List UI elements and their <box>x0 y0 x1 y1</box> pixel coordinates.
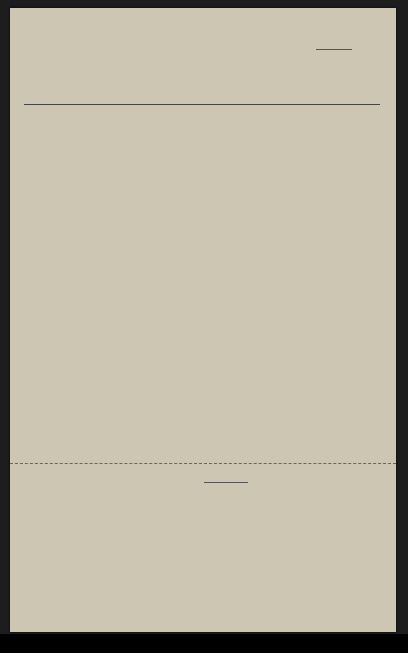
form-sheet <box>10 8 396 632</box>
archive-footer <box>0 634 408 653</box>
